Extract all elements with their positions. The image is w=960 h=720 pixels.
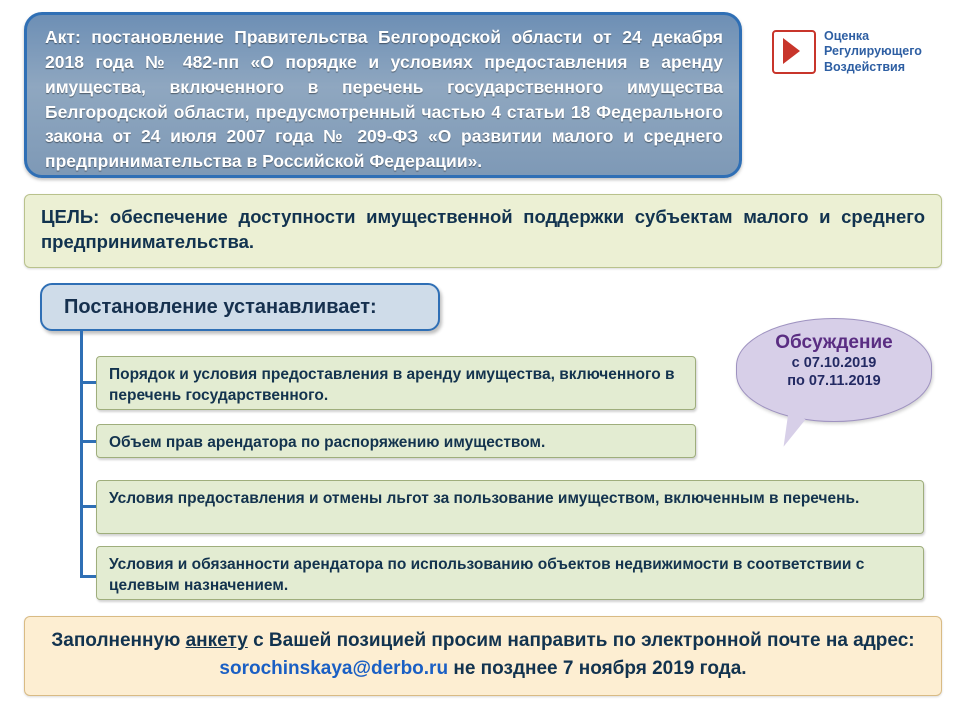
establishes-item-label: Объем прав арендатора по распоряжению имуществом. bbox=[109, 434, 546, 451]
footer-email-link[interactable]: sorochinskaya@derbo.ru bbox=[219, 657, 449, 679]
establishes-header bbox=[40, 283, 440, 331]
establishes-item bbox=[96, 356, 696, 410]
establishes-item bbox=[96, 546, 924, 600]
orv-logo-line-1: Оценка bbox=[824, 28, 870, 43]
discussion-title: Обсуждение bbox=[775, 332, 893, 353]
footer-text bbox=[45, 627, 921, 682]
orv-logo-line-3: Воздействия bbox=[824, 59, 906, 74]
goal-box bbox=[24, 194, 942, 268]
orv-logo-icon bbox=[772, 30, 816, 74]
discussion-callout bbox=[736, 318, 932, 422]
discussion-to: по 07.11.2019 bbox=[787, 373, 881, 390]
establishes-item-label: Порядок и условия предоставления в аренду имущества, включенного в перечень государственного. bbox=[109, 366, 675, 404]
goal-text: ЦЕЛЬ: обеспечение доступности имущественной поддержки субъектам малого и среднего предпринимательства. bbox=[41, 206, 925, 252]
orv-logo-line-2: Регулирующего bbox=[824, 44, 922, 59]
connector-line bbox=[80, 331, 83, 577]
discussion-from: с 07.10.2019 bbox=[791, 354, 877, 371]
establishes-item-label: Условия предоставления и отмены льгот за пользование имуществом, включенным в перечень. bbox=[109, 490, 860, 507]
establishes-item bbox=[96, 424, 696, 458]
discussion-callout-tail bbox=[784, 411, 807, 449]
footer-box bbox=[24, 616, 942, 696]
footer-survey-link[interactable]: анкету bbox=[185, 630, 248, 651]
establishes-item bbox=[96, 480, 924, 534]
orv-logo bbox=[772, 22, 942, 82]
orv-logo-text bbox=[824, 29, 922, 76]
act-box bbox=[24, 12, 742, 178]
footer-part-3: не позднее 7 ноября 2019 года. bbox=[448, 657, 747, 679]
establishes-item-label: Условия и обязанности арендатора по использованию объектов недвижимости в соответствии с целевым назначением. bbox=[109, 556, 865, 594]
act-text: Акт: постановление Правительства Белгородской области от 24 декабря 2018 года № 482-пп «О порядке и условиях предоставления в аренду имущества, включенного в перечень государственного имущества Белгородской области, предусмотренный частью 4 статьи 18 Федерального закона от 24 июля 2007 года № 209-ФЗ «О развитии малого и среднего предпринимательства в Российской Федерации». bbox=[45, 27, 723, 172]
footer-part-2: с Вашей позицией просим направить по электронной почте на адрес: bbox=[247, 630, 915, 651]
footer-part-1: Заполненную bbox=[51, 630, 186, 651]
establishes-title: Постановление устанавливает: bbox=[64, 295, 377, 318]
